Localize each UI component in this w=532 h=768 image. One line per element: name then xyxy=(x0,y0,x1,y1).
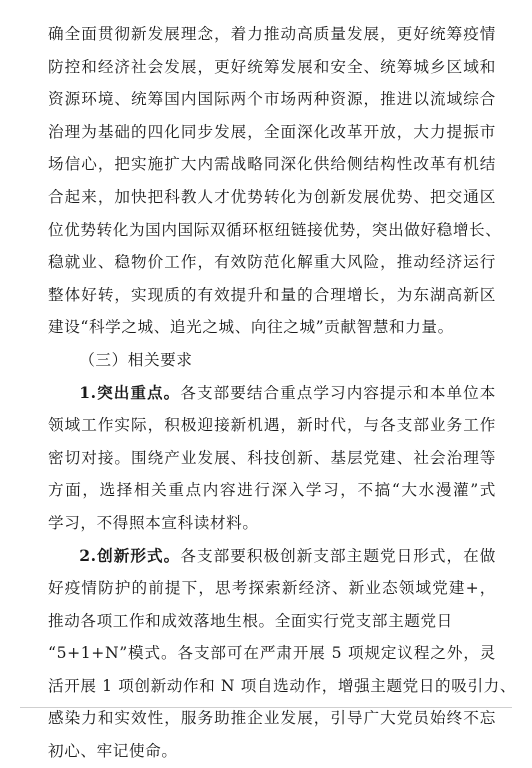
item-lead: 1.突出重点。 xyxy=(79,382,181,402)
text-line: “5+1+N”模式。各支部可在严肃开展 5 项规定议程之外，灵 xyxy=(48,644,496,663)
text-line xyxy=(48,377,496,410)
item-text: 各支部要结合重点学习内容提示和本单位本 xyxy=(180,383,496,402)
text-line: 治理为基础的四化同步发展，全面深化改革开放，大力提振市 xyxy=(48,122,496,141)
item-lead: 2.创新形式。 xyxy=(79,545,181,565)
requirement-item-innovation xyxy=(48,540,517,768)
text-line: 合起来，加快把科教人才优势转化为创新发展优势、把交通区 xyxy=(48,187,496,206)
text-line: 领域工作实际，积极迎接新机遇，新时代，与各支部业务工作 xyxy=(48,416,496,435)
text-line: 稳就业、稳物价工作，有效防范化解重大风险，推动经济运行 xyxy=(48,253,496,272)
text-line: 整体好转，实现质的有效提升和量的合理增长，为东湖高新区 xyxy=(48,285,496,304)
section-heading-requirements xyxy=(48,344,496,377)
text-line: 活开展 1 项创新动作和 N 项自选动作，增强主题党日的吸引力、 xyxy=(48,676,517,695)
item-text: 各支部要积极创新支部主题党日形式，在做 xyxy=(180,546,496,565)
document-body xyxy=(48,18,517,768)
text-line: 好疫情防护的前提下，思考探索新经济、新业态领域党建+， xyxy=(48,579,496,598)
text-line: 方面，选择相关重点内容进行深入学习，不搞“大水漫灌”式 xyxy=(48,481,496,500)
text-line: 密切对接。围绕产业发展、科技创新、基层党建、社会治理等 xyxy=(48,448,496,467)
section-heading: （三）相关要求 xyxy=(79,350,193,369)
text-line: 场信心，把实施扩大内需战略同深化供给侧结构性改革有机结 xyxy=(48,155,496,174)
text-line: 初心、牢记使命。 xyxy=(48,742,178,761)
text-line xyxy=(48,540,496,573)
text-line: 感染力和实效性，服务助推企业发展，引导广大党员始终不忘 xyxy=(48,709,496,728)
text-line: 建设“科学之城、追光之城、向往之城”贡献智慧和力量。 xyxy=(48,318,454,337)
text-line: 位优势转化为国内国际双循环枢纽链接优势，突出做好稳增长、 xyxy=(48,220,502,239)
text-line: 推动各项工作和成效落地生根。全面实行党支部主题党日 xyxy=(48,611,453,630)
page-divider xyxy=(20,707,512,708)
requirement-item-focus xyxy=(48,377,496,540)
text-line: 确全面贯彻新发展理念，着力推动高质量发展，更好统筹疫情 xyxy=(48,25,496,43)
text-line: 防控和经济社会发展，更好统筹发展和安全、统筹城乡区域和 xyxy=(48,57,496,76)
paragraph-development-goals xyxy=(48,18,502,344)
text-line: 学习，不得照本宣科读材料。 xyxy=(48,513,259,532)
text-line: 资源环境、统筹国内国际两个市场两种资源，推进以流域综合 xyxy=(48,90,496,109)
